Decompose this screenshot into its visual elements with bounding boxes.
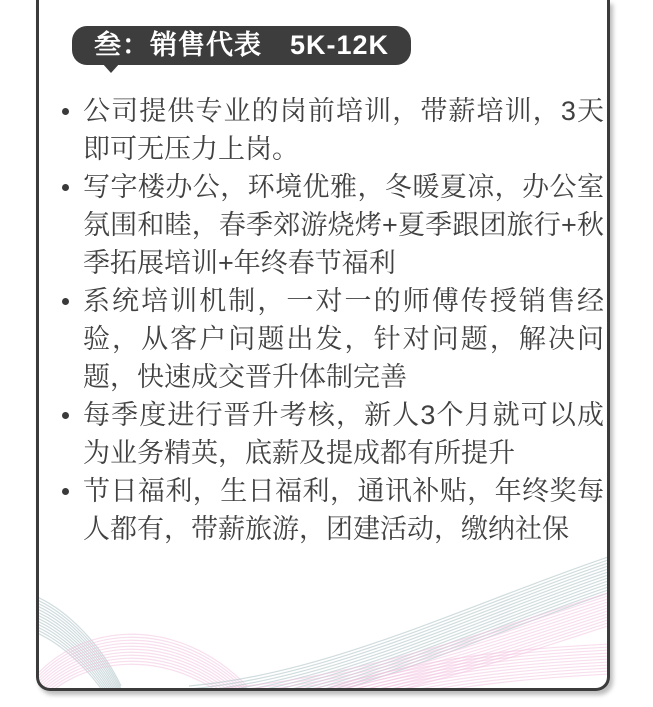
teal-wave-left-bundle [39,596,121,688]
job-title-label: 叁：销售代表 5K-12K [94,30,390,60]
teal-wave-path [189,556,607,686]
pink-wave-path [329,662,607,688]
teal-wave-path [39,614,121,688]
pink-wave-path [224,604,607,688]
pink-wave-path [39,652,247,688]
teal-wave-path [189,562,607,688]
pink-wave-path [224,619,607,688]
pink-wave-path [224,607,607,688]
teal-wave-path [39,629,121,688]
list-item [62,92,604,168]
pink-wave-path [329,671,607,688]
pink-wave-path [39,640,247,688]
pink-wave-path [224,595,607,688]
pink-wave-path [39,655,247,688]
teal-wave-path [39,632,121,688]
job-title-badge [72,26,411,65]
benefit-text: 每季度进行晋升考核，新人3个月就可以成为业务精英，底薪及提成都有所提升 [83,400,604,468]
teal-wave-path [189,583,607,688]
pink-wave-path [329,644,607,688]
job-card [36,0,610,691]
pink-wave-path [224,625,607,688]
pink-wave-path [329,659,607,688]
pink-wave-path [224,598,607,688]
teal-wave-path [189,592,607,688]
pink-wave-path [329,668,607,688]
teal-wave-path [189,577,607,688]
teal-wave-path [39,596,121,686]
teal-wave-path [39,602,121,688]
benefit-text: 公司提供专业的岗前培训，带薪培训，3天即可无压力上岗。 [83,96,604,164]
teal-wave-path [39,620,121,688]
pink-wave-path [329,650,607,688]
teal-wave-path [39,608,121,688]
pink-wave-path [224,601,607,688]
teal-wave-path [39,611,121,688]
bullet-icon [62,298,69,305]
pink-wave-path [329,647,607,688]
pink-wave-path [329,653,607,688]
teal-wave-path [39,605,121,688]
bullet-icon [62,488,69,495]
pink-wave-path [329,656,607,688]
teal-wave-path [39,623,121,688]
pink-wave-lower-bundle [329,644,607,688]
pink-wave-path [39,643,247,688]
pink-wave-hump-bundle [39,634,247,688]
pink-wave-path [39,649,247,688]
pink-wave-path [39,646,247,688]
bullet-icon [62,108,69,115]
teal-wave-path [189,580,607,688]
pink-wave-path [39,637,247,688]
teal-wave-path [39,599,121,688]
teal-wave-right-bundle [189,556,607,688]
benefits-list [39,92,607,548]
benefit-text: 节日福利，生日福利，通讯补贴，年终奖每人都有，带薪旅游，团建活动，缴纳社保 [83,476,604,544]
pink-wave-path [39,661,247,688]
pink-wave-right-bundle [224,592,607,688]
teal-wave-path [39,626,121,688]
pink-wave-path [39,658,247,688]
teal-wave-path [189,571,607,688]
teal-wave-path [189,568,607,688]
teal-wave-path [39,617,121,688]
pink-wave-path [224,592,607,688]
list-item [62,472,604,548]
badge-tail-icon [102,63,120,73]
pink-wave-path [39,634,247,686]
teal-wave-path [189,586,607,688]
pink-wave-path [329,674,607,688]
pink-wave-path [224,622,607,688]
pink-wave-path [39,664,247,688]
list-item [62,282,604,396]
list-item [62,396,604,472]
pink-wave-path [224,616,607,688]
wave-lines-decoration [39,552,607,688]
bullet-icon [62,412,69,419]
teal-wave-path [189,565,607,688]
list-item [62,168,604,282]
pink-wave-path [329,665,607,688]
teal-wave-path [189,559,607,688]
bullet-icon [62,184,69,191]
teal-wave-path [189,589,607,688]
benefit-text: 写字楼办公，环境优雅，冬暖夏凉，办公室氛围和睦，春季郊游烧烤+夏季跟团旅行+秋季拓展培训+年终春节福利 [83,172,604,278]
teal-wave-path [189,574,607,688]
benefit-text: 系统培训机制，一对一的师傅传授销售经验，从客户问题出发，针对问题，解决问题，快速成交晋升体制完善 [83,286,604,392]
pink-wave-path [224,613,607,688]
pink-wave-path [224,610,607,688]
